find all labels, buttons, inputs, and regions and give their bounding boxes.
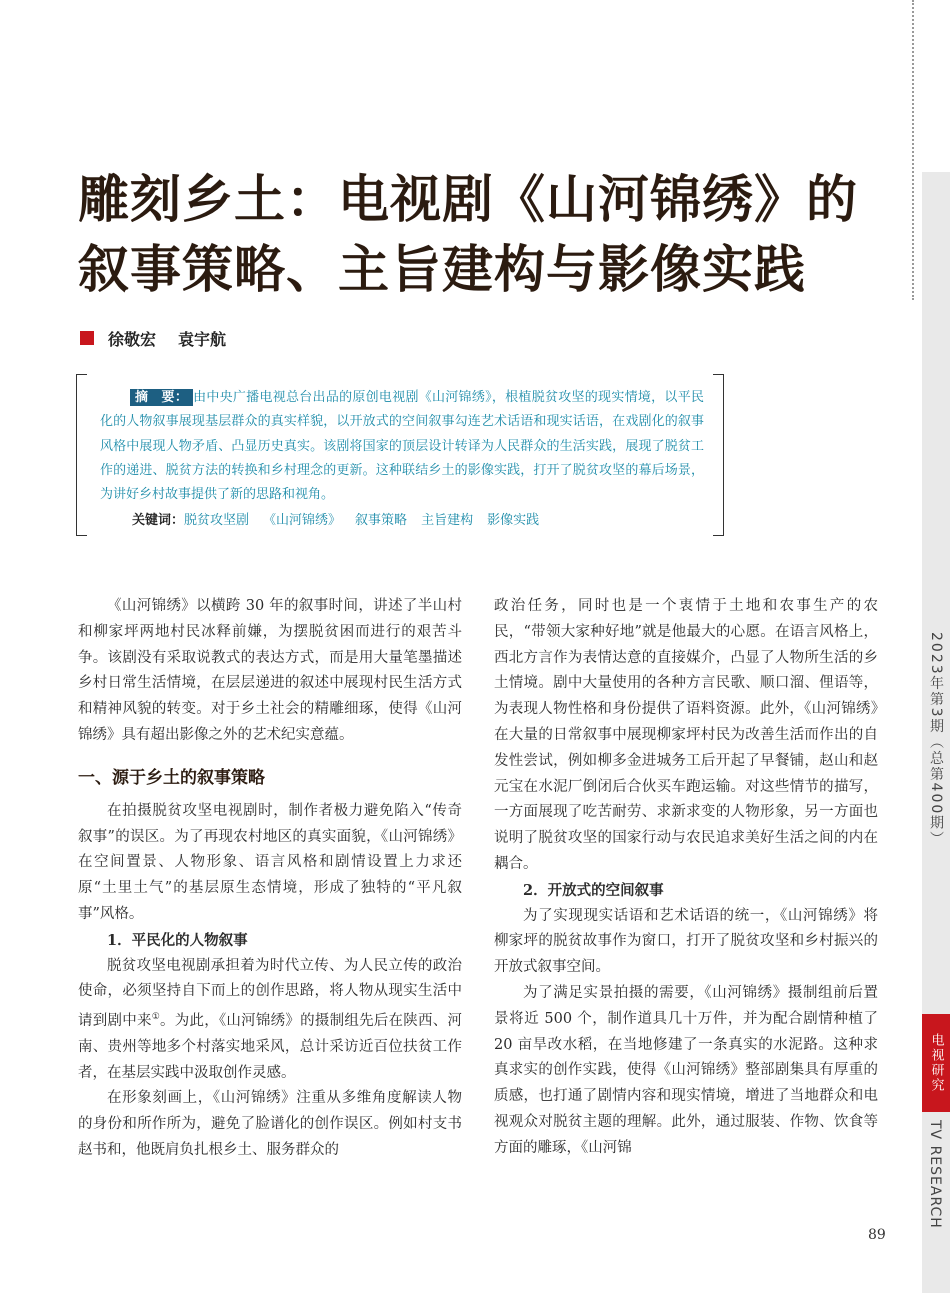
abstract-label: 摘 要：: [130, 389, 193, 406]
journal-name: TV RESEARCH: [927, 1120, 943, 1229]
section-tab: 电视研究: [922, 1014, 950, 1112]
article-title: [78, 166, 908, 306]
body-column-left: [78, 594, 462, 1164]
margin-dotted-line: [912, 0, 914, 300]
paragraph: 在形象刻画上，《山河锦绣》注重从多维角度解读人物的身份和所作所为，避免了脸谱化的创作误区。例如村支书赵书和，他既肩负扎根乡土、服务群众的: [78, 1090, 462, 1158]
paragraph: 《山河锦绣》以横跨 30 年的叙事时间，讲述了半山村和柳家坪两地村民冰释前嫌，为摆脱贫困而进行的艰苦斗争。该剧没有采取说教式的表达方式，而是用大量笔墨描述乡村日常生活情境，在层层递进的叙述中展现村民生活方式和精神风貌的转变。对于乡土社会的精雕细琢，使得《山河锦绣》具有超出影像之外的艺术纪实意蕴。: [78, 598, 462, 743]
keyword: 脱贫攻坚剧: [184, 513, 250, 529]
left-bracket: [76, 374, 87, 536]
paragraph: 在拍摄脱贫攻坚电视剧时，制作者极力避免陷入“传奇叙事”的误区。为了再现农村地区的真实面貌，《山河锦绣》在空间置景、人物形象、语言风格和剧情设置上力求还原“土里土气”的基层原生态情境，形成了独特的“平凡叙事”风格。: [78, 802, 462, 922]
keyword: 叙事策略: [355, 513, 408, 529]
body-column-right: [494, 594, 878, 1162]
keyword: 《山河锦绣》: [263, 513, 342, 529]
keywords: [100, 509, 704, 533]
paragraph: 为了实现现实话语和艺术话语的统一，《山河锦绣》将柳家坪的脱贫故事作为窗口，打开了脱贫攻坚和乡村振兴的开放式叙事空间。: [494, 907, 878, 976]
footnote-marker: ①: [151, 1012, 160, 1023]
section-heading: 一、源于乡土的叙事策略: [78, 767, 265, 788]
paragraph: 为了满足实景拍摄的需要，《山河锦绣》摄制组前后置景将近 500 个，制作道具几十万件，并为配合剧情种植了 20 亩旱改水稻，在当地修建了一条真实的水泥路。这种求真求实的创作实践，使得《山河锦绣》整部剧集具有厚重的质感，也打通了剧情内容和现实情境，增进了当地群众和电视观众对脱贫主题的理解。此外，通过服装、作物、饮食等方面的雕琢，《山河锦: [494, 984, 878, 1156]
subsection-heading: 1．平民化的人物叙事: [107, 931, 248, 949]
right-bracket: [713, 374, 724, 536]
paragraph: [78, 954, 462, 1087]
paragraph-text-tail: 。为此，《山河锦绣》的摄制组先后在陕西、河南、贵州等地多个村落实地采风，总计采访近百位扶贫工作者，在基层实践中汲取创作灵感。: [78, 1012, 462, 1081]
title-line-1: 雕刻乡土：电视剧《山河锦绣》的: [78, 171, 859, 230]
red-square-icon: [80, 331, 94, 345]
keyword: 影像实践: [487, 513, 540, 529]
abstract-text: 由中央广播电视总台出品的原创电视剧《山河锦绣》，根植脱贫攻坚的现实情境，以平民化的人物叙事展现基层群众的真实样貌，以开放式的空间叙事勾连艺术话语和现实话语，在戏剧化的叙事风格中展现人物矛盾、凸显历史真实。该剧将国家的顶层设计转译为人民群众的生活实践，展现了脱贫工作的递进、脱贫方法的转换和乡村理念的更新。这种联结乡土的影像实践，打开了脱贫攻坚的幕后场景，为讲好乡村故事提供了新的思路和视角。: [100, 390, 704, 503]
author-line: [80, 326, 226, 350]
author-1: 徐敬宏: [108, 329, 157, 349]
title-line-2: 叙事策略、主旨建构与影像实践: [78, 241, 807, 300]
abstract-box: [76, 374, 724, 536]
page-number: 89: [868, 1227, 886, 1243]
keywords-label: 关键词：: [132, 513, 185, 529]
abstract: [100, 386, 704, 533]
subsection-heading: 2．开放式的空间叙事: [523, 881, 664, 899]
paragraph-text: 脱贫攻坚电视剧承担着为时代立传、为人民立传的政治使命，必须坚持自下而上的创作思路，将人物从现实生活中请到剧中来: [78, 957, 462, 1029]
author-2: 袁宇航: [178, 329, 227, 349]
paragraph-continued: 政治任务，同时也是一个衷情于土地和农事生产的农民，“带领大家种好地”就是他最大的心愿。在语言风格上，西北方言作为表情达意的直接媒介，凸显了人物所生活的乡土情境。剧中大量使用的各种方言民歌、顺口溜、俚语等，为表现人物性格和身份提供了语料资源。此外，《山河锦绣》在大量的日常叙事中展现柳家坪村民为改善生活而作出的自发性尝试，例如柳多金进城务工后开起了早餐铺，赵山和赵元宝在水泥厂倒闭后合伙买车跑运输。对这些情节的描写，一方面展现了吃苦耐劳、求新求变的人物形象，另一方面也说明了脱贫攻坚的国家行动与农民追求美好生活之间的内在耦合。: [494, 598, 878, 872]
keyword: 主旨建构: [421, 513, 474, 529]
issue-label: 2023年第3期（总第400期）: [928, 632, 944, 848]
